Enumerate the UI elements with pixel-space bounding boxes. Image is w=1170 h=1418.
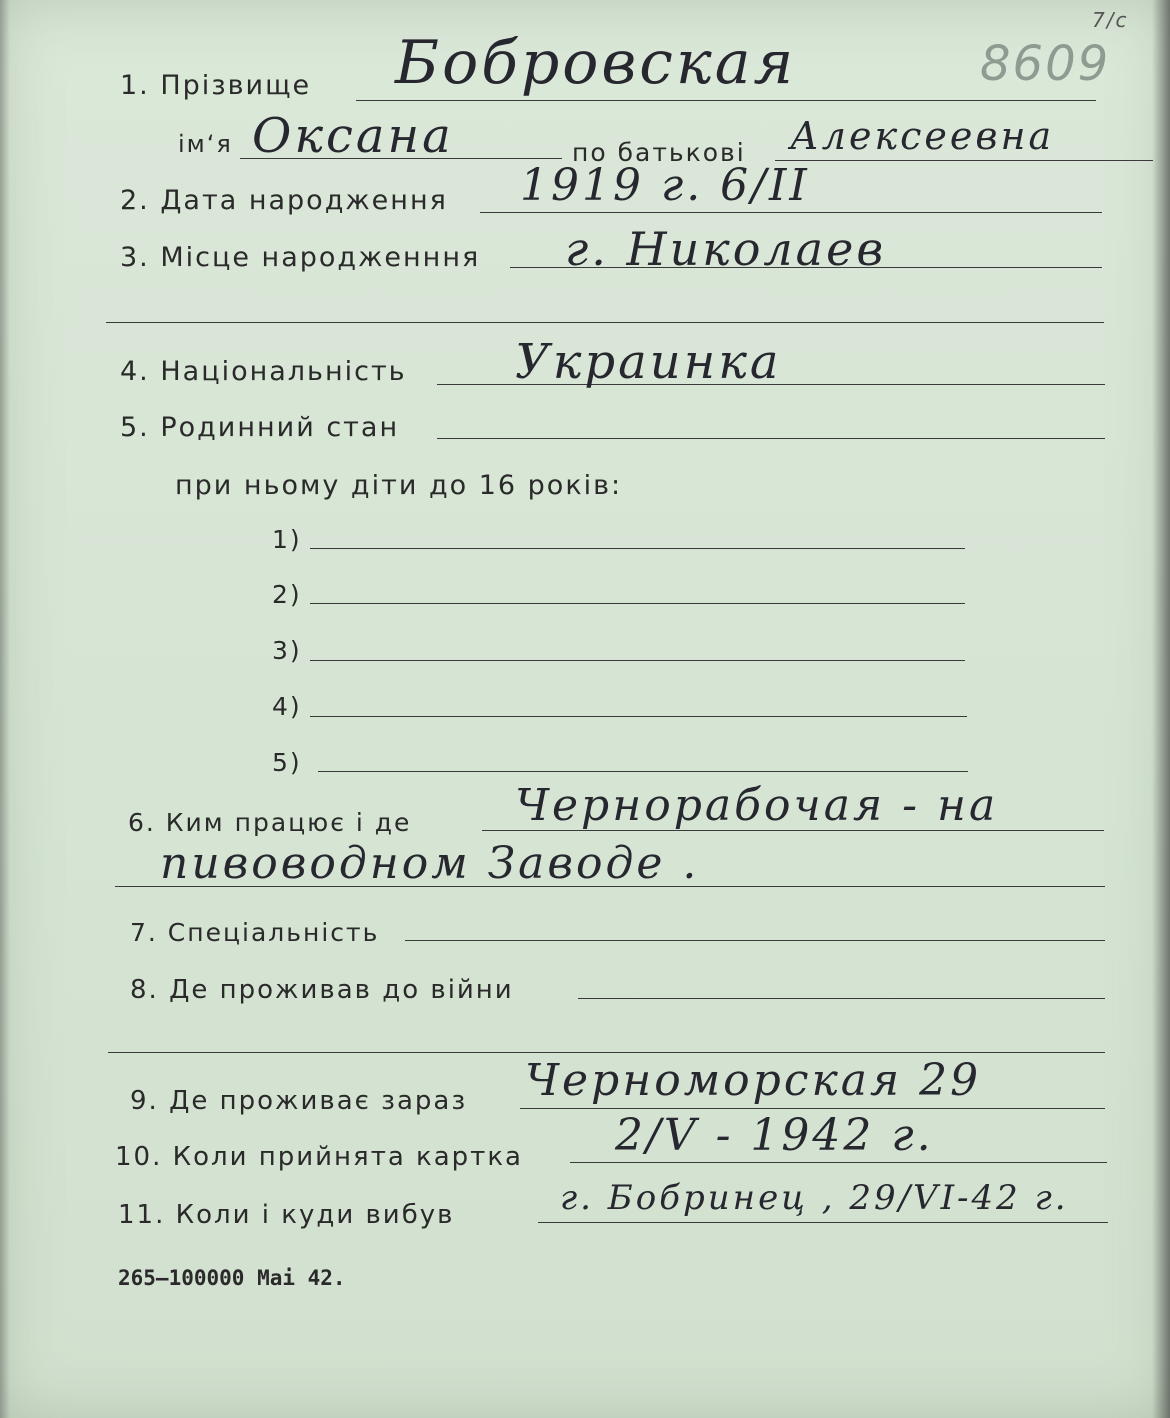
child-4-label: 4) — [272, 692, 302, 721]
children-label: при ньому діти до 16 років: — [175, 470, 623, 501]
specialty-label: 7. Спеціальність — [130, 918, 380, 947]
card-accepted-line — [570, 1162, 1107, 1163]
birth-date-line — [480, 212, 1102, 213]
current-residence-line — [520, 1108, 1105, 1109]
birth-place-line-2 — [106, 322, 1104, 323]
current-residence-value: Черноморская 29 — [525, 1055, 982, 1106]
birth-place-value: г. Николаев — [565, 222, 887, 276]
nationality-label: 4. Національність — [120, 356, 407, 387]
departure-label: 11. Коли і куди вибув — [118, 1200, 455, 1230]
marital-status-line — [437, 438, 1105, 439]
print-mark: 265—100000 Mai 42. — [118, 1266, 346, 1290]
nationality-value: Украинка — [515, 334, 782, 390]
marital-status-label: 5. Родинний стан — [120, 412, 400, 443]
surname-line — [356, 100, 1096, 101]
corner-mark: 7/с — [1092, 8, 1129, 32]
patronymic-value: Алексеевна — [790, 114, 1055, 158]
child-3-label: 3) — [272, 636, 302, 665]
card-accepted-value: 2/V - 1942 г. — [615, 1110, 934, 1161]
occupation-value-1: Чернорабочая - на — [515, 780, 999, 831]
first-name-label: ім‘я — [178, 130, 233, 158]
departure-value: г. Бобринец , 29/VI-42 г. — [560, 1178, 1069, 1218]
child-5-line — [318, 771, 968, 772]
surname-label: 1. Прізвище — [120, 70, 312, 101]
card-edge-shadow-left — [0, 0, 10, 1418]
first-name-value: Оксана — [252, 108, 454, 164]
departure-line — [538, 1222, 1108, 1223]
child-1-line — [310, 548, 965, 549]
card-accepted-label: 10. Коли прийнята картка — [115, 1142, 523, 1172]
prewar-residence-line — [578, 998, 1105, 999]
card-edge-shadow-right — [1152, 0, 1170, 1418]
specialty-line — [405, 940, 1105, 941]
child-2-label: 2) — [272, 580, 302, 609]
birth-date-label: 2. Дата народження — [120, 185, 448, 216]
child-5-label: 5) — [272, 748, 302, 777]
child-4-line — [310, 716, 967, 717]
occupation-value-2: пивоводном Заводе . — [160, 838, 700, 889]
birth-date-value: 1919 г. 6/II — [520, 160, 810, 211]
birth-place-label: 3. Місце народженння — [120, 242, 481, 273]
patronymic-label: по батькові — [572, 138, 746, 167]
child-3-line — [310, 660, 965, 661]
occupation-label: 6. Ким працює і де — [128, 808, 412, 837]
current-residence-label: 9. Де проживає зараз — [130, 1086, 468, 1116]
child-2-line — [310, 603, 965, 604]
prewar-residence-line-2 — [108, 1052, 1105, 1053]
prewar-residence-label: 8. Де проживав до війни — [130, 975, 514, 1005]
archive-number: 8609 — [980, 36, 1111, 92]
patronymic-line — [775, 160, 1153, 161]
surname-value: Бобровская — [395, 28, 797, 98]
child-1-label: 1) — [272, 525, 302, 554]
